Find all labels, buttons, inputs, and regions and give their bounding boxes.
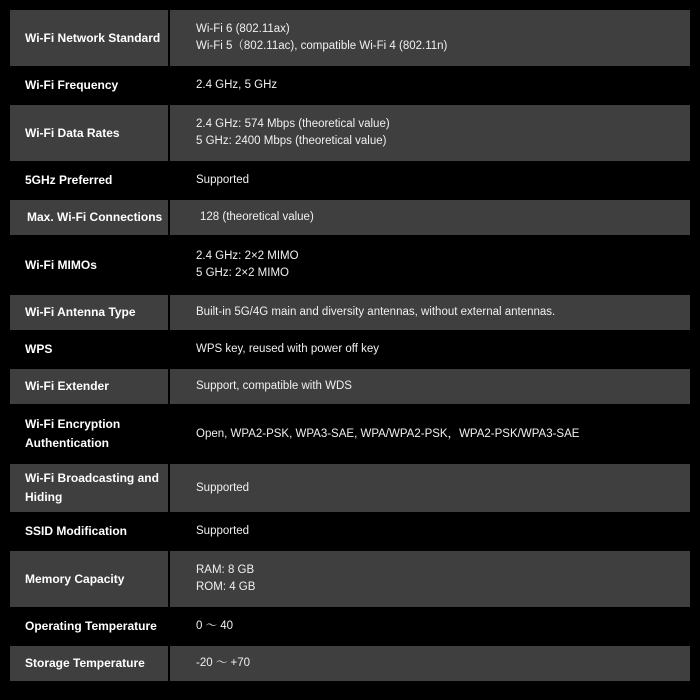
spec-label: Wi-Fi Antenna Type [10, 295, 170, 330]
spec-row-max-wifi-connections [10, 200, 690, 237]
spec-label: Wi-Fi Network Standard [10, 10, 170, 66]
spec-label: Operating Temperature [10, 609, 170, 644]
spec-value-line: -20 ～ +70 [196, 657, 251, 669]
spec-value-line: Support, compatible with WDS [196, 380, 352, 392]
spec-value-line: Built-in 5G/4G main and diversity antennas, without external antennas. [196, 306, 556, 318]
spec-label: Wi-Fi Data Rates [10, 105, 170, 161]
spec-label: Wi-Fi Encryption Authentication [10, 406, 170, 462]
spec-row-wifi-antenna-type [10, 295, 690, 332]
spec-value-line: 2.4 GHz, 5 GHz [196, 79, 278, 91]
spec-value-line: ROM: 4 GB [196, 581, 256, 593]
spec-value-line: Wi-Fi 5（802.11ac), compatible Wi-Fi 4 (802.11n) [196, 40, 448, 52]
spec-row-storage-temperature [10, 646, 690, 683]
spec-row-wifi-broadcasting-hiding [10, 464, 690, 514]
spec-value-line: Supported [196, 481, 250, 494]
spec-value [170, 646, 690, 681]
spec-value-line: 0 ～ 40 [196, 620, 234, 632]
spec-value [170, 200, 690, 235]
spec-label: 5GHz Preferred [10, 163, 170, 198]
spec-row-wifi-encryption-authentication [10, 406, 690, 464]
spec-value [170, 514, 690, 549]
spec-value-line: RAM: 8 GB [196, 564, 255, 576]
spec-label: Memory Capacity [10, 551, 170, 607]
spec-value [170, 551, 690, 607]
spec-value [170, 105, 690, 161]
spec-row-wifi-network-standard [10, 10, 690, 68]
spec-value-line: Supported [196, 174, 250, 186]
spec-label: WPS [10, 332, 170, 367]
spec-value [170, 609, 690, 644]
spec-label: Max. Wi-Fi Connections [10, 200, 170, 235]
spec-row-memory-capacity [10, 551, 690, 609]
spec-value [170, 332, 690, 367]
spec-value [170, 464, 690, 512]
spec-table [10, 10, 690, 683]
spec-row-wps [10, 332, 690, 369]
spec-value-line: Supported [196, 525, 250, 537]
spec-row-ssid-modification [10, 514, 690, 551]
spec-row-wifi-data-rates [10, 105, 690, 163]
spec-label: Storage Temperature [10, 646, 170, 681]
spec-label: Wi-Fi Extender [10, 369, 170, 404]
spec-value [170, 163, 690, 198]
spec-value-line: WPS key, reused with power off key [196, 343, 380, 355]
spec-row-wifi-frequency [10, 68, 690, 105]
spec-value-line: Open, WPA2-PSK, WPA3-SAE, WPA/WPA2-PSK，WPA2-PSK/WPA3-SAE [196, 427, 580, 440]
spec-value [170, 68, 690, 103]
spec-row-operating-temperature [10, 609, 690, 646]
spec-value-line: 5 GHz: 2×2 MIMO [196, 267, 289, 279]
spec-value [170, 237, 690, 293]
spec-value [170, 406, 690, 462]
spec-label: Wi-Fi Broadcasting and Hiding [10, 464, 170, 512]
spec-value [170, 295, 690, 330]
spec-value-line: 2.4 GHz: 574 Mbps (theoretical value) [196, 118, 390, 130]
spec-value-line: 128 (theoretical value) [200, 211, 314, 223]
spec-value-line: 2.4 GHz: 2×2 MIMO [196, 250, 299, 262]
spec-value-line: Wi-Fi 6 (802.11ax) [196, 23, 290, 35]
spec-value [170, 369, 690, 404]
spec-label: Wi-Fi Frequency [10, 68, 170, 103]
spec-label: SSID Modification [10, 514, 170, 549]
spec-label: Wi-Fi MIMOs [10, 237, 170, 293]
spec-row-5ghz-preferred [10, 163, 690, 200]
spec-row-wifi-mimos [10, 237, 690, 295]
spec-value-line: 5 GHz: 2400 Mbps (theoretical value) [196, 135, 387, 147]
spec-value [170, 10, 690, 66]
spec-row-wifi-extender [10, 369, 690, 406]
